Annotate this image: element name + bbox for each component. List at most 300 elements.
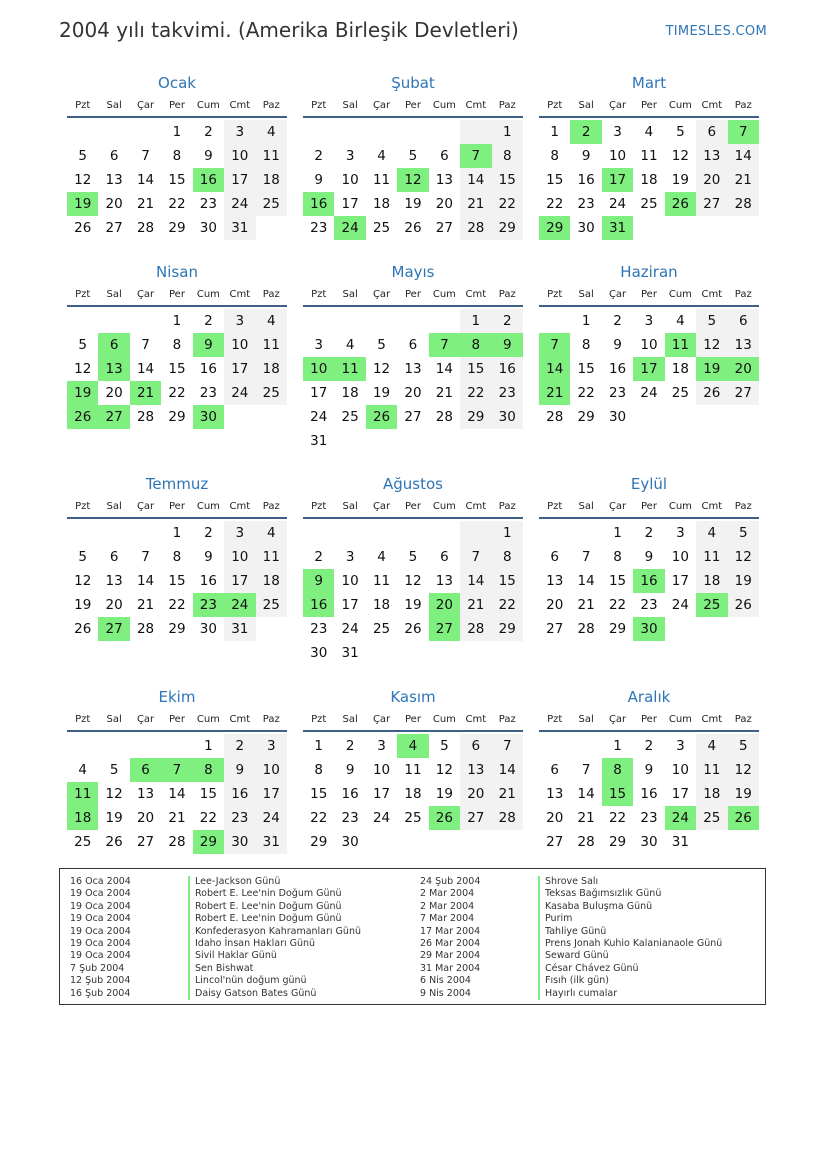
day-cell[interactable]: 20 [404,385,422,401]
day-cell[interactable]: 5 [78,337,87,353]
day-cell[interactable]: 29 [608,621,627,637]
day-cell[interactable]: 23 [310,220,328,236]
day-cell[interactable]: 1 [172,124,182,140]
holiday-day-cell[interactable]: 18 [67,806,98,830]
day-cell[interactable]: 27 [546,621,564,637]
holiday-day-cell[interactable]: 23 [193,593,224,617]
day-cell[interactable]: 22 [460,381,491,405]
day-cell[interactable]: 30 [224,830,255,854]
day-cell[interactable]: 19 [671,172,689,188]
day-cell[interactable]: 7 [581,762,591,778]
day-cell[interactable]: 12 [728,758,759,782]
day-cell[interactable]: 22 [546,196,564,212]
holiday-day-cell[interactable]: 8 [193,758,224,782]
day-cell[interactable]: 22 [168,385,186,401]
day-cell[interactable]: 26 [74,621,92,637]
day-cell[interactable]: 2 [345,738,355,754]
day-cell[interactable]: 8 [613,549,622,565]
holiday-day-cell[interactable]: 26 [429,806,460,830]
holiday-day-cell[interactable]: 17 [633,357,664,381]
day-cell[interactable]: 20 [546,810,564,826]
day-cell[interactable]: 18 [404,786,422,802]
day-cell[interactable]: 3 [224,521,255,545]
holiday-day-cell[interactable]: 30 [633,617,664,641]
day-cell[interactable]: 23 [640,597,658,613]
day-cell[interactable]: 28 [492,806,523,830]
day-cell[interactable]: 22 [577,385,595,401]
day-cell[interactable]: 18 [256,357,287,381]
day-cell[interactable]: 7 [581,549,591,565]
day-cell[interactable]: 3 [377,738,386,754]
day-cell[interactable]: 9 [613,337,622,353]
day-cell[interactable]: 1 [460,309,491,333]
day-cell[interactable]: 1 [581,313,591,329]
day-cell[interactable]: 17 [341,597,359,613]
day-cell[interactable]: 14 [728,144,759,168]
day-cell[interactable]: 27 [696,192,727,216]
day-cell[interactable]: 31 [341,645,359,661]
day-cell[interactable]: 4 [256,120,287,144]
day-cell[interactable]: 10 [224,545,255,569]
holiday-day-cell[interactable]: 27 [429,617,460,641]
day-cell[interactable]: 12 [74,361,92,377]
holiday-day-cell[interactable]: 11 [334,357,365,381]
day-cell[interactable]: 25 [372,220,391,236]
day-cell[interactable]: 14 [136,361,155,377]
holiday-day-cell[interactable]: 26 [665,192,696,216]
day-cell[interactable]: 8 [172,337,182,353]
day-cell[interactable]: 26 [74,220,92,236]
day-cell[interactable]: 20 [105,597,123,613]
day-cell[interactable]: 24 [224,192,255,216]
day-cell[interactable]: 21 [577,597,595,613]
day-cell[interactable]: 22 [492,593,523,617]
day-cell[interactable]: 16 [577,172,595,188]
day-cell[interactable]: 19 [728,782,759,806]
day-cell[interactable]: 17 [372,786,391,802]
holiday-day-cell[interactable]: 21 [539,381,570,405]
day-cell[interactable]: 13 [105,573,123,589]
day-cell[interactable]: 2 [224,734,255,758]
day-cell[interactable]: 30 [199,621,217,637]
day-cell[interactable]: 14 [460,569,491,593]
day-cell[interactable]: 1 [613,738,622,754]
day-cell[interactable]: 20 [460,782,491,806]
day-cell[interactable]: 4 [377,148,386,164]
day-cell[interactable]: 16 [199,361,217,377]
day-cell[interactable]: 31 [224,617,255,641]
day-cell[interactable]: 13 [696,144,727,168]
holiday-day-cell[interactable]: 27 [98,405,129,429]
holiday-day-cell[interactable]: 20 [429,593,460,617]
day-cell[interactable]: 12 [74,573,92,589]
day-cell[interactable]: 29 [460,405,491,429]
day-cell[interactable]: 26 [105,834,123,850]
day-cell[interactable]: 25 [372,621,391,637]
day-cell[interactable]: 21 [168,810,186,826]
day-cell[interactable]: 9 [204,148,213,164]
day-cell[interactable]: 13 [546,786,564,802]
day-cell[interactable]: 22 [310,810,328,826]
holiday-day-cell[interactable]: 8 [460,333,491,357]
day-cell[interactable]: 25 [256,593,287,617]
day-cell[interactable]: 15 [608,573,627,589]
day-cell[interactable]: 27 [728,381,759,405]
day-cell[interactable]: 8 [492,144,523,168]
holiday-day-cell[interactable]: 7 [429,333,460,357]
day-cell[interactable]: 29 [492,617,523,641]
holiday-day-cell[interactable]: 17 [602,168,633,192]
day-cell[interactable]: 4 [377,549,386,565]
day-cell[interactable]: 19 [372,385,391,401]
day-cell[interactable]: 5 [676,124,685,140]
day-cell[interactable]: 6 [728,309,759,333]
day-cell[interactable]: 19 [728,569,759,593]
day-cell[interactable]: 4 [644,124,654,140]
holiday-day-cell[interactable]: 26 [366,405,397,429]
holiday-day-cell[interactable]: 7 [728,120,759,144]
holiday-day-cell[interactable]: 19 [696,357,727,381]
day-cell[interactable]: 16 [224,782,255,806]
day-cell[interactable]: 5 [78,549,87,565]
holiday-day-cell[interactable]: 10 [303,357,334,381]
day-cell[interactable]: 11 [696,545,727,569]
day-cell[interactable]: 22 [608,810,627,826]
day-cell[interactable]: 18 [372,196,391,212]
day-cell[interactable]: 4 [696,521,727,545]
day-cell[interactable]: 14 [435,361,453,377]
day-cell[interactable]: 6 [550,549,559,565]
day-cell[interactable]: 26 [404,220,422,236]
day-cell[interactable]: 12 [671,148,689,164]
day-cell[interactable]: 11 [404,762,422,778]
holiday-day-cell[interactable]: 9 [303,569,334,593]
day-cell[interactable]: 24 [671,597,689,613]
day-cell[interactable]: 7 [141,337,150,353]
day-cell[interactable]: 28 [460,216,491,240]
holiday-day-cell[interactable]: 15 [602,782,633,806]
day-cell[interactable]: 26 [728,593,759,617]
day-cell[interactable]: 20 [136,810,155,826]
day-cell[interactable]: 30 [492,405,523,429]
day-cell[interactable]: 25 [74,834,92,850]
day-cell[interactable]: 14 [492,758,523,782]
day-cell[interactable]: 29 [608,834,627,850]
day-cell[interactable]: 30 [577,220,595,236]
day-cell[interactable]: 17 [310,385,328,401]
holiday-day-cell[interactable]: 9 [492,333,523,357]
day-cell[interactable]: 10 [224,144,255,168]
day-cell[interactable]: 18 [372,597,391,613]
day-cell[interactable]: 4 [256,309,287,333]
day-cell[interactable]: 2 [204,525,213,541]
holiday-day-cell[interactable]: 25 [696,593,727,617]
day-cell[interactable]: 17 [671,786,689,802]
day-cell[interactable]: 25 [256,381,287,405]
day-cell[interactable]: 7 [141,549,150,565]
day-cell[interactable]: 14 [168,786,186,802]
day-cell[interactable]: 26 [696,381,727,405]
day-cell[interactable]: 2 [314,148,323,164]
day-cell[interactable]: 21 [577,810,595,826]
day-cell[interactable]: 11 [640,148,658,164]
day-cell[interactable]: 21 [136,597,155,613]
day-cell[interactable]: 11 [696,758,727,782]
day-cell[interactable]: 31 [671,834,689,850]
day-cell[interactable]: 1 [550,124,559,140]
day-cell[interactable]: 16 [199,573,217,589]
day-cell[interactable]: 11 [256,144,287,168]
day-cell[interactable]: 21 [460,192,491,216]
holiday-day-cell[interactable]: 31 [602,216,633,240]
day-cell[interactable]: 22 [168,597,186,613]
day-cell[interactable]: 27 [546,834,564,850]
holiday-day-cell[interactable]: 24 [334,216,365,240]
day-cell[interactable]: 3 [613,124,622,140]
day-cell[interactable]: 23 [199,196,217,212]
day-cell[interactable]: 17 [341,196,359,212]
day-cell[interactable]: 9 [345,762,355,778]
day-cell[interactable]: 12 [404,573,422,589]
day-cell[interactable]: 28 [460,617,491,641]
day-cell[interactable]: 16 [640,786,658,802]
day-cell[interactable]: 14 [577,573,595,589]
day-cell[interactable]: 18 [696,569,727,593]
holiday-day-cell[interactable]: 7 [161,758,192,782]
day-cell[interactable]: 1 [172,313,182,329]
day-cell[interactable]: 23 [199,385,217,401]
day-cell[interactable]: 27 [460,806,491,830]
day-cell[interactable]: 13 [460,758,491,782]
day-cell[interactable]: 26 [404,621,422,637]
day-cell[interactable]: 17 [671,573,689,589]
day-cell[interactable]: 2 [314,549,323,565]
day-cell[interactable]: 24 [256,806,287,830]
day-cell[interactable]: 20 [546,597,564,613]
day-cell[interactable]: 6 [696,120,727,144]
day-cell[interactable]: 5 [408,148,418,164]
holiday-day-cell[interactable]: 16 [303,192,334,216]
day-cell[interactable]: 5 [696,309,727,333]
day-cell[interactable]: 8 [550,148,559,164]
day-cell[interactable]: 19 [435,786,453,802]
holiday-day-cell[interactable]: 29 [539,216,570,240]
day-cell[interactable]: 2 [644,738,654,754]
day-cell[interactable]: 21 [435,385,453,401]
day-cell[interactable]: 19 [105,810,123,826]
day-cell[interactable]: 31 [310,433,328,449]
day-cell[interactable]: 25 [341,409,359,425]
day-cell[interactable]: 28 [136,621,155,637]
day-cell[interactable]: 5 [728,734,759,758]
day-cell[interactable]: 2 [204,313,213,329]
holiday-day-cell[interactable]: 12 [397,168,428,192]
day-cell[interactable]: 3 [676,738,685,754]
day-cell[interactable]: 28 [136,220,155,236]
holiday-day-cell[interactable]: 6 [130,758,161,782]
day-cell[interactable]: 30 [199,220,217,236]
day-cell[interactable]: 9 [314,172,323,188]
day-cell[interactable]: 28 [168,834,186,850]
day-cell[interactable]: 15 [168,573,186,589]
holiday-day-cell[interactable]: 26 [728,806,759,830]
day-cell[interactable]: 2 [644,525,654,541]
holiday-day-cell[interactable]: 21 [130,381,161,405]
day-cell[interactable]: 20 [105,196,123,212]
day-cell[interactable]: 16 [492,357,523,381]
day-cell[interactable]: 23 [640,810,658,826]
day-cell[interactable]: 24 [608,196,627,212]
day-cell[interactable]: 7 [460,545,491,569]
day-cell[interactable]: 23 [577,196,595,212]
day-cell[interactable]: 18 [256,569,287,593]
day-cell[interactable]: 27 [105,220,123,236]
day-cell[interactable]: 15 [460,357,491,381]
day-cell[interactable]: 1 [204,738,213,754]
day-cell[interactable]: 11 [372,573,391,589]
day-cell[interactable]: 28 [136,409,155,425]
day-cell[interactable]: 3 [345,549,355,565]
day-cell[interactable]: 9 [204,549,213,565]
day-cell[interactable]: 9 [644,762,654,778]
day-cell[interactable]: 12 [696,333,727,357]
day-cell[interactable]: 10 [640,337,658,353]
day-cell[interactable]: 13 [728,333,759,357]
day-cell[interactable]: 29 [168,621,186,637]
day-cell[interactable]: 15 [310,786,328,802]
day-cell[interactable]: 18 [640,172,658,188]
day-cell[interactable]: 2 [613,313,622,329]
day-cell[interactable]: 4 [345,337,355,353]
day-cell[interactable]: 4 [78,762,87,778]
day-cell[interactable]: 5 [408,549,418,565]
holiday-day-cell[interactable]: 11 [665,333,696,357]
day-cell[interactable]: 25 [671,385,689,401]
day-cell[interactable]: 1 [172,525,182,541]
day-cell[interactable]: 17 [224,357,255,381]
day-cell[interactable]: 20 [696,168,727,192]
day-cell[interactable]: 6 [408,337,418,353]
day-cell[interactable]: 20 [435,196,453,212]
day-cell[interactable]: 25 [640,196,658,212]
day-cell[interactable]: 15 [168,172,186,188]
day-cell[interactable]: 5 [109,762,119,778]
day-cell[interactable]: 12 [728,545,759,569]
day-cell[interactable]: 15 [546,172,564,188]
holiday-day-cell[interactable]: 20 [728,357,759,381]
day-cell[interactable]: 3 [314,337,323,353]
day-cell[interactable]: 28 [728,192,759,216]
day-cell[interactable]: 14 [460,168,491,192]
holiday-day-cell[interactable]: 11 [67,782,98,806]
day-cell[interactable]: 13 [435,172,453,188]
day-cell[interactable]: 19 [404,196,422,212]
day-cell[interactable]: 12 [74,172,92,188]
day-cell[interactable]: 6 [109,148,119,164]
day-cell[interactable]: 24 [310,409,328,425]
day-cell[interactable]: 3 [224,309,255,333]
day-cell[interactable]: 23 [608,385,627,401]
day-cell[interactable]: 2 [492,309,523,333]
day-cell[interactable]: 21 [460,593,491,617]
day-cell[interactable]: 15 [577,361,595,377]
day-cell[interactable]: 22 [608,597,627,613]
day-cell[interactable]: 17 [224,569,255,593]
day-cell[interactable]: 24 [341,621,359,637]
day-cell[interactable]: 8 [172,549,182,565]
day-cell[interactable]: 23 [310,621,328,637]
holiday-day-cell[interactable]: 6 [98,333,129,357]
day-cell[interactable]: 24 [372,810,391,826]
day-cell[interactable]: 6 [550,762,559,778]
day-cell[interactable]: 3 [676,525,685,541]
day-cell[interactable]: 12 [435,762,453,778]
day-cell[interactable]: 8 [492,545,523,569]
day-cell[interactable]: 22 [168,196,186,212]
holiday-day-cell[interactable]: 16 [303,593,334,617]
day-cell[interactable]: 18 [341,385,359,401]
holiday-day-cell[interactable]: 16 [193,168,224,192]
day-cell[interactable]: 3 [644,313,654,329]
day-cell[interactable]: 28 [577,834,595,850]
day-cell[interactable]: 21 [728,168,759,192]
day-cell[interactable]: 10 [224,333,255,357]
day-cell[interactable]: 2 [204,124,213,140]
day-cell[interactable]: 28 [577,621,595,637]
day-cell[interactable]: 13 [105,172,123,188]
day-cell[interactable]: 28 [435,409,453,425]
day-cell[interactable]: 29 [168,409,186,425]
day-cell[interactable]: 13 [404,361,422,377]
day-cell[interactable]: 19 [404,597,422,613]
day-cell[interactable]: 19 [74,597,92,613]
holiday-day-cell[interactable]: 4 [397,734,428,758]
day-cell[interactable]: 27 [136,834,155,850]
holiday-day-cell[interactable]: 7 [539,333,570,357]
holiday-day-cell[interactable]: 19 [67,192,98,216]
holiday-day-cell[interactable]: 16 [633,569,664,593]
day-cell[interactable]: 28 [546,409,564,425]
day-cell[interactable]: 12 [372,361,391,377]
day-cell[interactable]: 30 [640,834,658,850]
day-cell[interactable]: 11 [256,333,287,357]
day-cell[interactable]: 3 [224,120,255,144]
holiday-day-cell[interactable]: 27 [98,617,129,641]
day-cell[interactable]: 5 [377,337,386,353]
day-cell[interactable]: 22 [199,810,217,826]
day-cell[interactable]: 29 [168,220,186,236]
day-cell[interactable]: 27 [435,220,453,236]
day-cell[interactable]: 23 [492,381,523,405]
day-cell[interactable]: 10 [256,758,287,782]
day-cell[interactable]: 25 [404,810,422,826]
day-cell[interactable]: 15 [168,361,186,377]
day-cell[interactable]: 1 [492,120,523,144]
day-cell[interactable]: 5 [728,521,759,545]
holiday-day-cell[interactable]: 2 [570,120,601,144]
day-cell[interactable]: 6 [460,734,491,758]
holiday-day-cell[interactable]: 26 [67,405,98,429]
site-brand-link[interactable]: TIMESLES.COM [665,24,767,39]
day-cell[interactable]: 6 [440,148,449,164]
day-cell[interactable]: 29 [577,409,595,425]
day-cell[interactable]: 30 [341,834,359,850]
day-cell[interactable]: 29 [310,834,328,850]
day-cell[interactable]: 18 [671,361,689,377]
day-cell[interactable]: 10 [671,549,689,565]
day-cell[interactable]: 15 [492,168,523,192]
day-cell[interactable]: 9 [224,758,255,782]
